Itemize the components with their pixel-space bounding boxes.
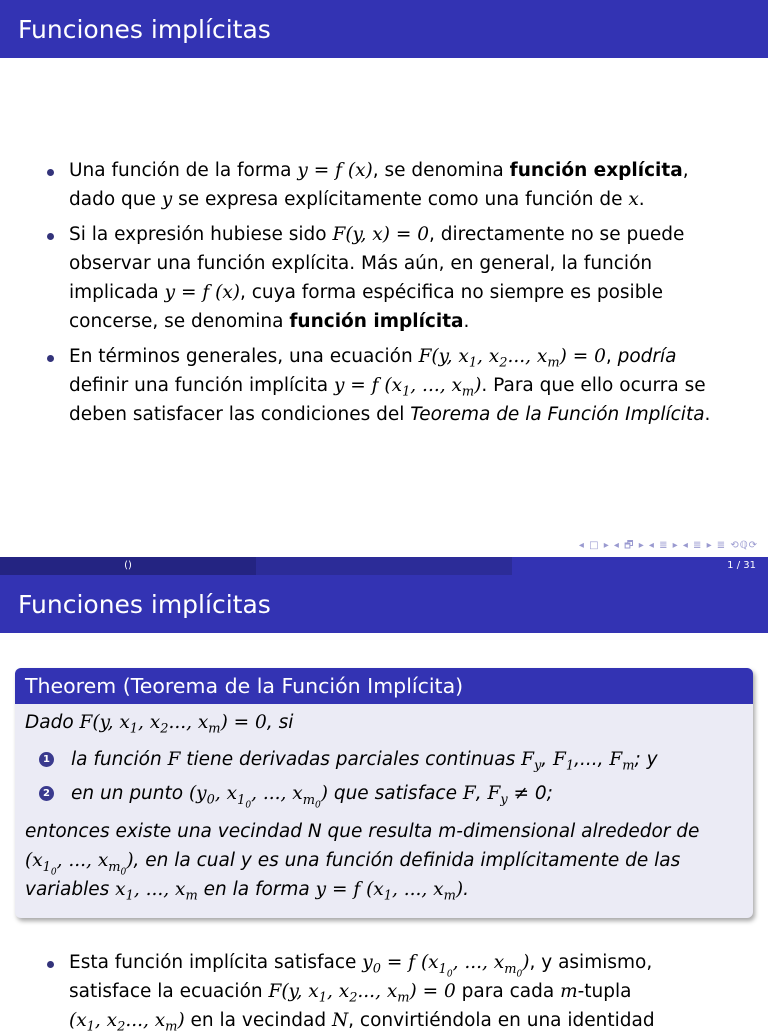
bullet-explicit: Una función de la forma y = f (x), se denomina función explícita, dado que y se expresa explícitamente como una función de x. [0,156,768,214]
slide-title: Funciones implícitas [0,575,768,633]
bold-term: función explícita [509,160,683,181]
footer-title [256,557,512,575]
theorem-given: Dado F(y, $x_1$, $x_2$..., $x_m) = 0$, si [25,712,294,737]
bullet-implicit: Si la expresión hubiese sido F(y, x) = 0, directamente no se puede observar una función explícita. Más aún, en general, la función implicada y = f (x), cuya forma espécifica no siempre es posible concerse, se denomina función implícita. [0,220,768,336]
bullet-list [0,156,768,429]
bullet-dot [47,169,54,176]
condition-item: 2 en un punto ($y_0$, $x_{1_0}$, ..., $x_{m_0}$) que satisface F, $F_y \ne 0$; [25,777,743,811]
footer-author: () [0,557,256,575]
item-number-badge: 1 [39,752,54,767]
bullet-dot [47,233,54,240]
bullet-list-2 [0,948,768,1035]
bullet-dot [47,961,54,968]
bullet-satisfies: Esta función implícita satisface $y_0 = f$ ($x_{1_0}$, ..., $x_{m_0}$), y asimismo, satisface la ecuación F(y, $x_1$, $x_2$..., $x_m) = 0$ para cada m-tupla ($x_1$, $x_2$..., $x_m$) en la vecindad N, convirtiéndola en una identidad [0,948,768,1035]
bullet-general: En términos generales, una ecuación F(y, $x_1$, $x_2$..., $x_m) = 0$, podría definir una función implícita y = f ($x_1$, ..., $x_m$). Para que ello ocurra se deben satisfacer las condiciones del Teorema de la Función Implícita. [0,342,768,429]
bullet-dot [47,355,54,362]
item-number-badge: 2 [39,786,54,801]
bold-term: función implícita [289,311,464,332]
condition-item: 1 la función F tiene derivadas parciales continuas $F_y$, $F_1$,..., $F_m$; y [25,743,743,777]
slide-footer [0,557,768,575]
theorem-body [15,704,753,904]
page-number: 1 / 31 [512,557,768,575]
theorem-title: Theorem (Teorema de la Función Implícita) [15,668,753,704]
slide-title: Funciones implícitas [0,0,768,58]
theorem-conclusion: entonces existe una vecindad N que resulta m-dimensional alrededor de ($x_{1_0}$, ..., $x_{m_0}$), en la cual y es una función definida implícitamente de las variables $x_1$, ..., $x_m$ en la forma y = f ($x_1$, ..., $x_m$). [25,821,700,904]
theorem-block [15,668,753,918]
condition-list [25,743,743,811]
beamer-navigation-icons[interactable]: ◂ □ ▸ ◂ 🗗 ▸ ◂ ≣ ▸ ◂ ≣ ▸ ≣ ⟲ℚ⟳ [578,540,758,551]
